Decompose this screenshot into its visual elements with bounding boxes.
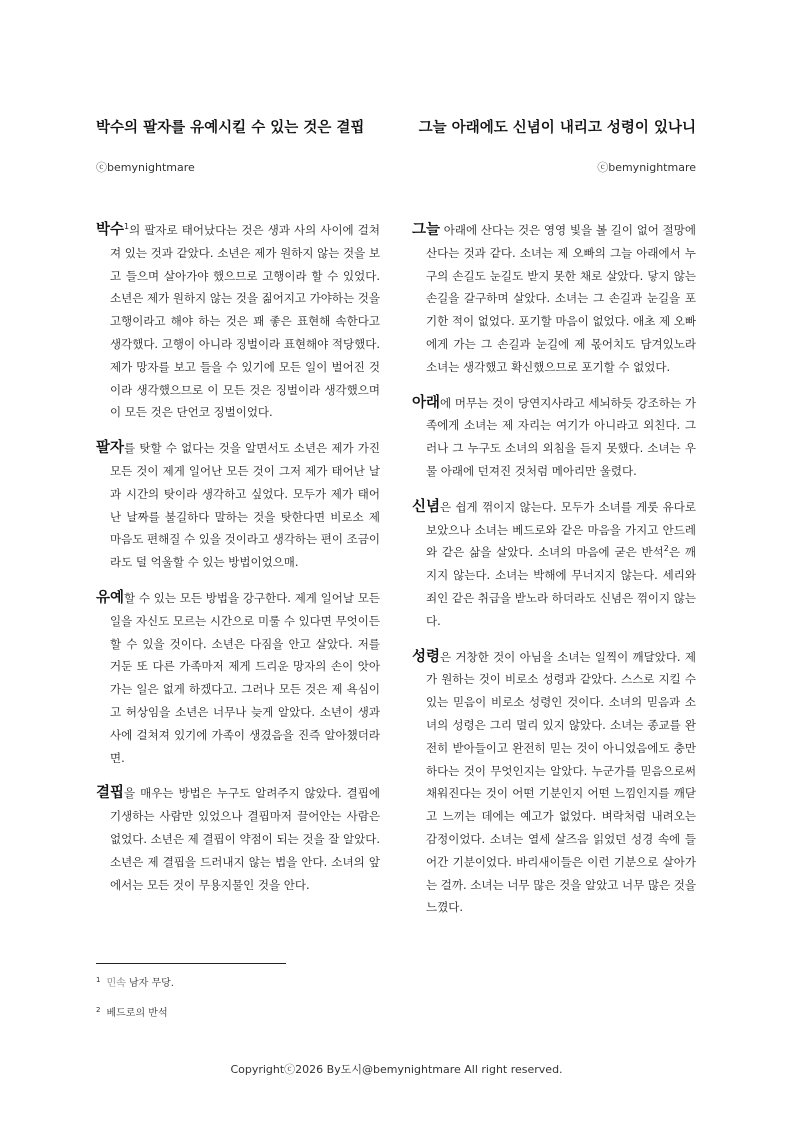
section-heading: 유예 [96,589,125,606]
section-seongnyeong [412,646,696,920]
section-heading: 신념 [412,498,441,515]
footnote-text: 남자 무당. [125,978,174,989]
left-title: 박수의 팔자를 유예시킬 수 있는 것은 결핍 [96,120,365,136]
section-heading: 그늘 [412,222,441,238]
footnote-text: 베드로의 반석 [106,1008,168,1019]
right-title: 그늘 아래에도 신념이 내리고 성령이 있나니 [418,120,696,136]
section-arae [412,392,696,483]
section-body: 을 매우는 방법은 누구도 알려주지 않았다. 결핍에 기생하는 사람만 있었으나 결핍마저 끌어안는 사람은 없었다. 소년은 제 결핍이 약점이 되는 것을 잘 알았다. 소년은 제 결핍을 드러내지 않는 법을 안다. 소녀의 앞에서는 모든 것이 무용지물인 것을 안다. [110,786,380,892]
section-heading: 성령 [412,648,441,665]
right-byline: ⓒbemynightmare [597,161,696,174]
footnote-2 [96,1004,286,1019]
copyright-notice: Copyrightⓒ2026 By도시@bemynightmare All right reserved. [230,1063,563,1076]
footnote-number: 1 [96,975,101,984]
left-sections [96,219,380,896]
footnote-number: 2 [96,1005,101,1014]
left-column [96,116,380,909]
section-body: 할 수 있는 모든 방법을 강구한다. 제게 일어날 모든 일을 자신도 모르는 시간으로 미룰 수 있다면 무엇이든 할 수 있을 것이다. 소년은 다짐을 안고 살았다. 저를 거둔 또 다른 가족마저 제게 드리운 망자의 손이 앗아가는 일은 없게 하겠다고. 그러나 모든 것은 제 욕심이고 허상임을 소년은 너무나 늦게 알았다. 소년이 생과 사에 걸쳐져 있기에 가족이 생겼음을 진즉 알아챘더라면. [110,590,380,765]
section-body: 은 쉽게 꺾이지 않는다. 모두가 소녀를 게룻 유다로 보았으나 소녀는 베드로와 같은 마음을 가지고 안드레와 같은 삶을 살았다. 소녀의 마음에 굳은 반석 [426,499,696,560]
footnote-category: 민속 [106,978,126,989]
footnote-marker[interactable]: 1 [124,222,130,232]
section-heading: 결핍 [96,785,125,802]
footnote-marker[interactable]: 2 [663,544,669,554]
footnote-divider [96,963,286,964]
section-gyeolpip [96,782,380,896]
section-body: 에 머무는 것이 당연지사라고 세뇌하듯 강조하는 가족에게 소녀는 제 자리는 여기가 아니라고 외친다. 그러나 그 누구도 소녀의 외침을 듣지 못했다. 소녀는 우물 아래에 던져진 것처럼 메아리만 울렸다. [426,395,696,478]
right-sections [412,219,696,919]
section-heading: 아래 [412,394,441,411]
footnote-1 [96,974,286,989]
section-yuye [96,587,380,769]
section-body: 의 팔자로 태어났다는 것은 생과 사의 사이에 걸쳐져 있는 것과 같았다. 소년은 제가 원하지 않는 것을 보고 들으며 살아가야 했으므로 고행이라 할 수 있었다. 소년은 제가 원하지 않는 것을 짊어지고 가야하는 것을 고행이라고 해야 하는 것은 꽤 좋은 표현해 속한다고 생각했다. 고행이 아니라 징벌이라 표현해야 적당했다. 제가 망자를 보고 들을 수 있기에 모든 일이 벌어진 것이라 생각했으므로 이 모든 것은 징벌이라 생각했으며 이 모든 것은 단언코 징벌이었다. [110,223,380,420]
section-heading: 박수 [96,222,125,238]
section-body: 아래에 산다는 것은 영영 빛을 볼 길이 없어 절망에 산다는 것과 같다. 소녀는 제 오빠의 그늘 아래에서 누구의 손길도 눈길도 받지 못한 채로 살았다. 닿지 않는 손길을 갈구하며 살았다. 소녀는 그 손길과 눈길을 포기한 적이 없었다. 포기할 마음이 없었다. 애초 제 오빠에게 가는 그 손길과 눈길에 제 몫어치도 담겨있노라 소녀는 생각했고 확신했으므로 포기할 수 없었다. [426,223,696,374]
section-sinnyeom [412,496,696,633]
section-geuneul [412,219,696,379]
section-baksu [96,219,380,424]
left-byline: ⓒbemynightmare [96,161,195,174]
right-column [412,116,696,932]
section-body: 은 거창한 것이 아님을 소녀는 일찍이 깨달았다. 제가 원하는 것이 비로소 성령과 같았다. 스스로 지킬 수 있는 믿음이 비로소 성령인 것이다. 소녀의 믿음과 소녀의 성령은 그리 멀리 있지 않았다. 소녀는 종교를 완전히 받아들이고 완전히 믿는 것이 아니었음에도 충만하다는 것이 무엇인지는 알았다. 누군가를 믿음으로써 채워진다는 것이 어떤 기분인지 어떤 느낌인지를 깨닫고 느끼는 데에는 예고가 없었다. 벼락처럼 내려오는 감정이었다. 소녀는 열세 살즈음 읽었던 성경 속에 들어간 기분이었다. 바리새이들은 이런 기분으로 살아가는 걸까. 소녀는 너무 많은 것을 알았고 너무 많은 것을 느꼈다. [426,649,696,915]
footnotes [96,963,286,1034]
section-heading: 팔자 [96,440,125,457]
section-body: 를 탓할 수 없다는 것을 알면서도 소년은 제가 가진 모든 것이 제게 일어난 모든 것이 그저 제가 태어난 날과 시간의 탓이라 생각하고 싶었다. 모두가 제가 태어난 날짜를 불길하다 말하는 것을 탓한다면 비로소 제 마음도 편해질 수 있을 것이라고 생각하는 편이 조금이라도 덜 억울할 수 있는 방법이었으매. [110,441,380,570]
section-palja [96,437,380,574]
section-body-continued: 은 깨지지 않는다. 소녀는 박해에 무너지지 않는다. 세리와 죄인 같은 취급을 받노라 하더라도 신념은 꺾이지 않는다. [426,545,696,628]
